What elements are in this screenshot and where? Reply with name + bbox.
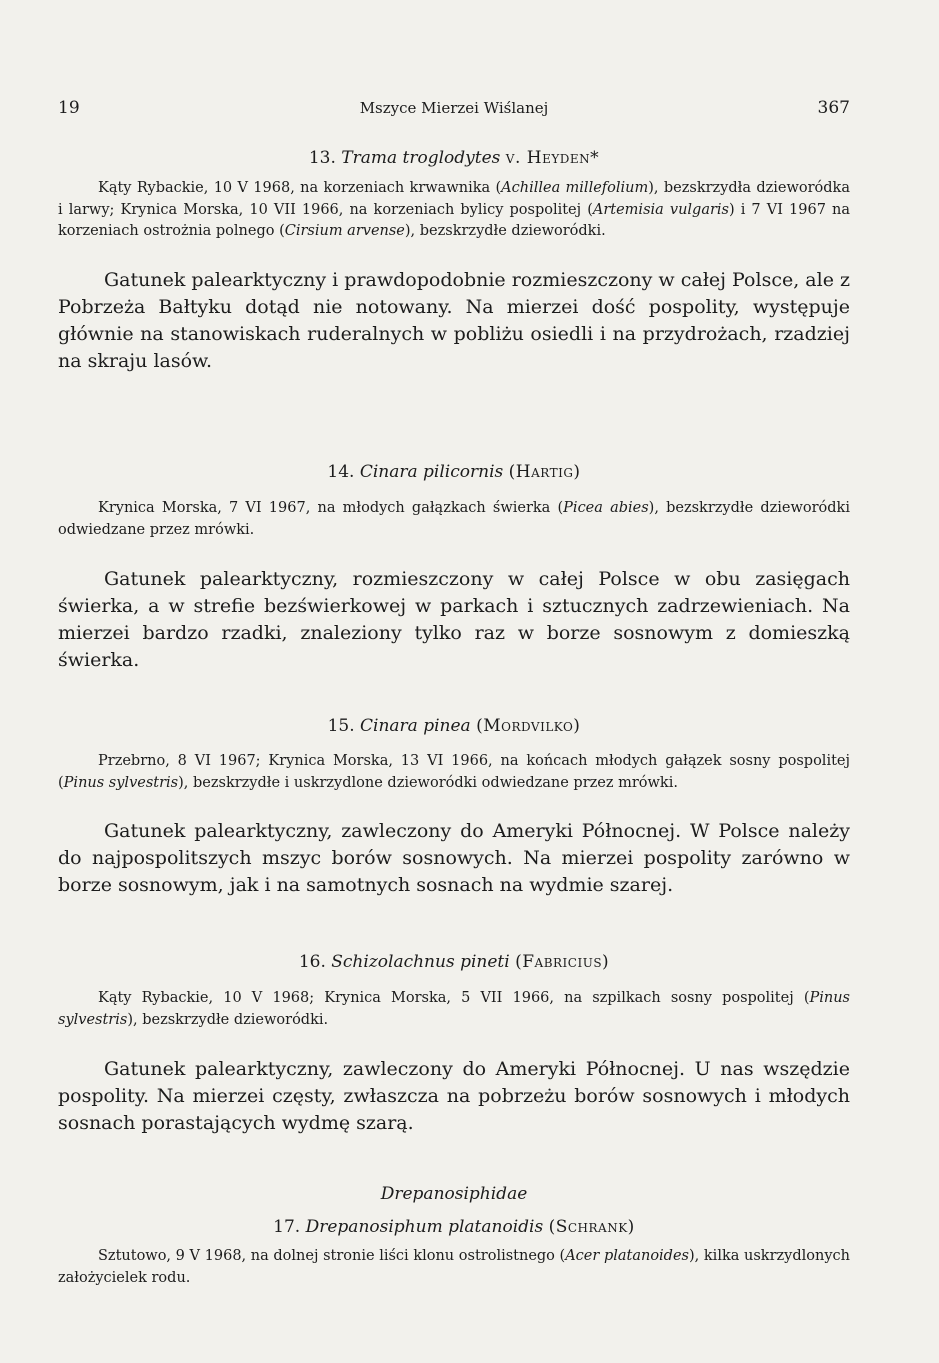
species-description: Gatunek palearktyczny i prawdopodobnie rozmieszczony w całej Polsce, ale z Pobrzeża Bałtyku dotąd nie notowany. Na mierzei dość pospolity, występuje głównie na stanowiskach ruderalnych w pobliżu osiedli i na przydrożach, rzadziej na skraju lasów. <box>58 268 850 372</box>
species-name: Cinara pilicornis <box>359 462 504 482</box>
species-author: (Fabricius) <box>515 952 610 972</box>
species-author: (Mordvilko) <box>476 716 581 736</box>
species-section-15 <box>58 715 850 899</box>
locality-text: ), kilka uskrzydlonych założycielek rodu. <box>58 1248 850 1286</box>
section-number: 19 <box>58 98 80 118</box>
locality-text: Kąty Rybackie, 10 V 1968, na korzeniach krwawnika ( <box>98 180 502 196</box>
locality-text: Kąty Rybackie, 10 V 1968; Krynica Morska, 5 VII 1966, na szpilkach sosny pospolitej ( <box>98 990 810 1006</box>
species-number: 13. <box>308 148 336 168</box>
latin-name: Pinus sylvestris <box>63 774 179 791</box>
latin-name: Cirsium arvense <box>284 223 405 239</box>
species-heading <box>58 461 850 483</box>
species-number: 15. <box>327 716 355 736</box>
species-number: 14. <box>327 462 355 482</box>
page-number: 367 <box>817 98 850 118</box>
locality-text: ), bezskrzydła dzieworódka i larwy; Krynica Morska, 10 VII 1966, na korzeniach bylicy pospolitej ( <box>58 180 850 218</box>
species-number: 17. <box>273 1217 301 1237</box>
locality-text: Krynica Morska, 7 VI 1967, na młodych gałązkach świerka ( <box>98 500 564 516</box>
latin-name: Acer platanoides <box>565 1248 689 1264</box>
family-heading <box>58 1183 850 1205</box>
latin-name: Achillea millefolium <box>501 180 649 196</box>
family-name: Drepanosiphidae <box>380 1184 528 1204</box>
species-section-16 <box>58 951 850 1137</box>
species-description: Gatunek palearktyczny, rozmieszczony w całej Polsce w obu zasięgach świerka, a w strefie bezświerkowej w parkach i sztucznych zadrzewieniach. Na mierzei bardzo rzadki, znaleziony tylko raz w borze sosnowym z domieszką świerka. <box>58 568 850 671</box>
species-name: Trama troglodytes <box>341 148 501 168</box>
species-heading <box>58 715 850 737</box>
locality-text: ), bezskrzydłe i uskrzydlone dzieworódki odwiedzane przez mrówki. <box>178 774 678 791</box>
family-section <box>58 1183 850 1289</box>
localities <box>58 988 850 1031</box>
locality-text: Przebrno, 8 VI 1967; Krynica Morska, 13 VI 1966, na końcach młodych gałązek sosny pospolitej ( <box>58 753 850 791</box>
species-heading <box>58 147 850 169</box>
latin-name: Picea abies <box>563 500 649 516</box>
species-heading <box>58 951 850 973</box>
locality-text: Sztutowo, 9 V 1968, na dolnej stronie liści klonu ostrolistnego ( <box>98 1248 566 1264</box>
species-name: Cinara pinea <box>360 716 471 736</box>
species-author: (Schrank) <box>548 1217 635 1237</box>
locality-text: ), bezskrzydłe dzieworódki. <box>127 1011 329 1028</box>
locality-text: ), bezskrzydłe dzieworódki odwiedzane przez mrówki. <box>58 500 850 538</box>
species-name: Schizolachnus pineti <box>331 952 510 972</box>
species-name: Drepanosiphum platanoidis <box>305 1217 544 1237</box>
species-author: v. Heyden* <box>505 148 600 168</box>
species-section-14 <box>58 461 850 674</box>
latin-name: Artemisia vulgaris <box>592 201 729 218</box>
species-section-13 <box>58 147 850 375</box>
species-description: Gatunek palearktyczny, zawleczony do Ameryki Północnej. W Polsce należy do najpospolitszych mszyc borów sosnowych. Na mierzei pospolity zarówno w borze sosnowym, jak i na samotnych sosnach na wydmie szarej. <box>58 820 850 896</box>
running-title: Mszyce Mierzei Wiślanej <box>359 99 549 117</box>
localities <box>58 178 850 243</box>
localities <box>58 1246 850 1289</box>
species-description: Gatunek palearktyczny, zawleczony do Ameryki Północnej. U nas wszędzie pospolity. Na mierzei częsty, zwłaszcza na pobrzeżu borów sosnowych i młodych sosnach porastających wydmę szarą. <box>58 1058 850 1134</box>
species-author: (Hartig) <box>508 462 581 482</box>
localities <box>58 498 850 541</box>
localities <box>58 751 850 794</box>
locality-text: ) i 7 VI 1967 na korzeniach ostrożnia polnego ( <box>58 201 850 239</box>
locality-text: ), bezskrzydłe dzieworódki. <box>404 223 606 239</box>
species-number: 16. <box>298 952 326 972</box>
latin-name: Pinus sylvestris <box>58 990 850 1028</box>
running-header <box>58 98 850 122</box>
species-heading <box>58 1216 850 1238</box>
